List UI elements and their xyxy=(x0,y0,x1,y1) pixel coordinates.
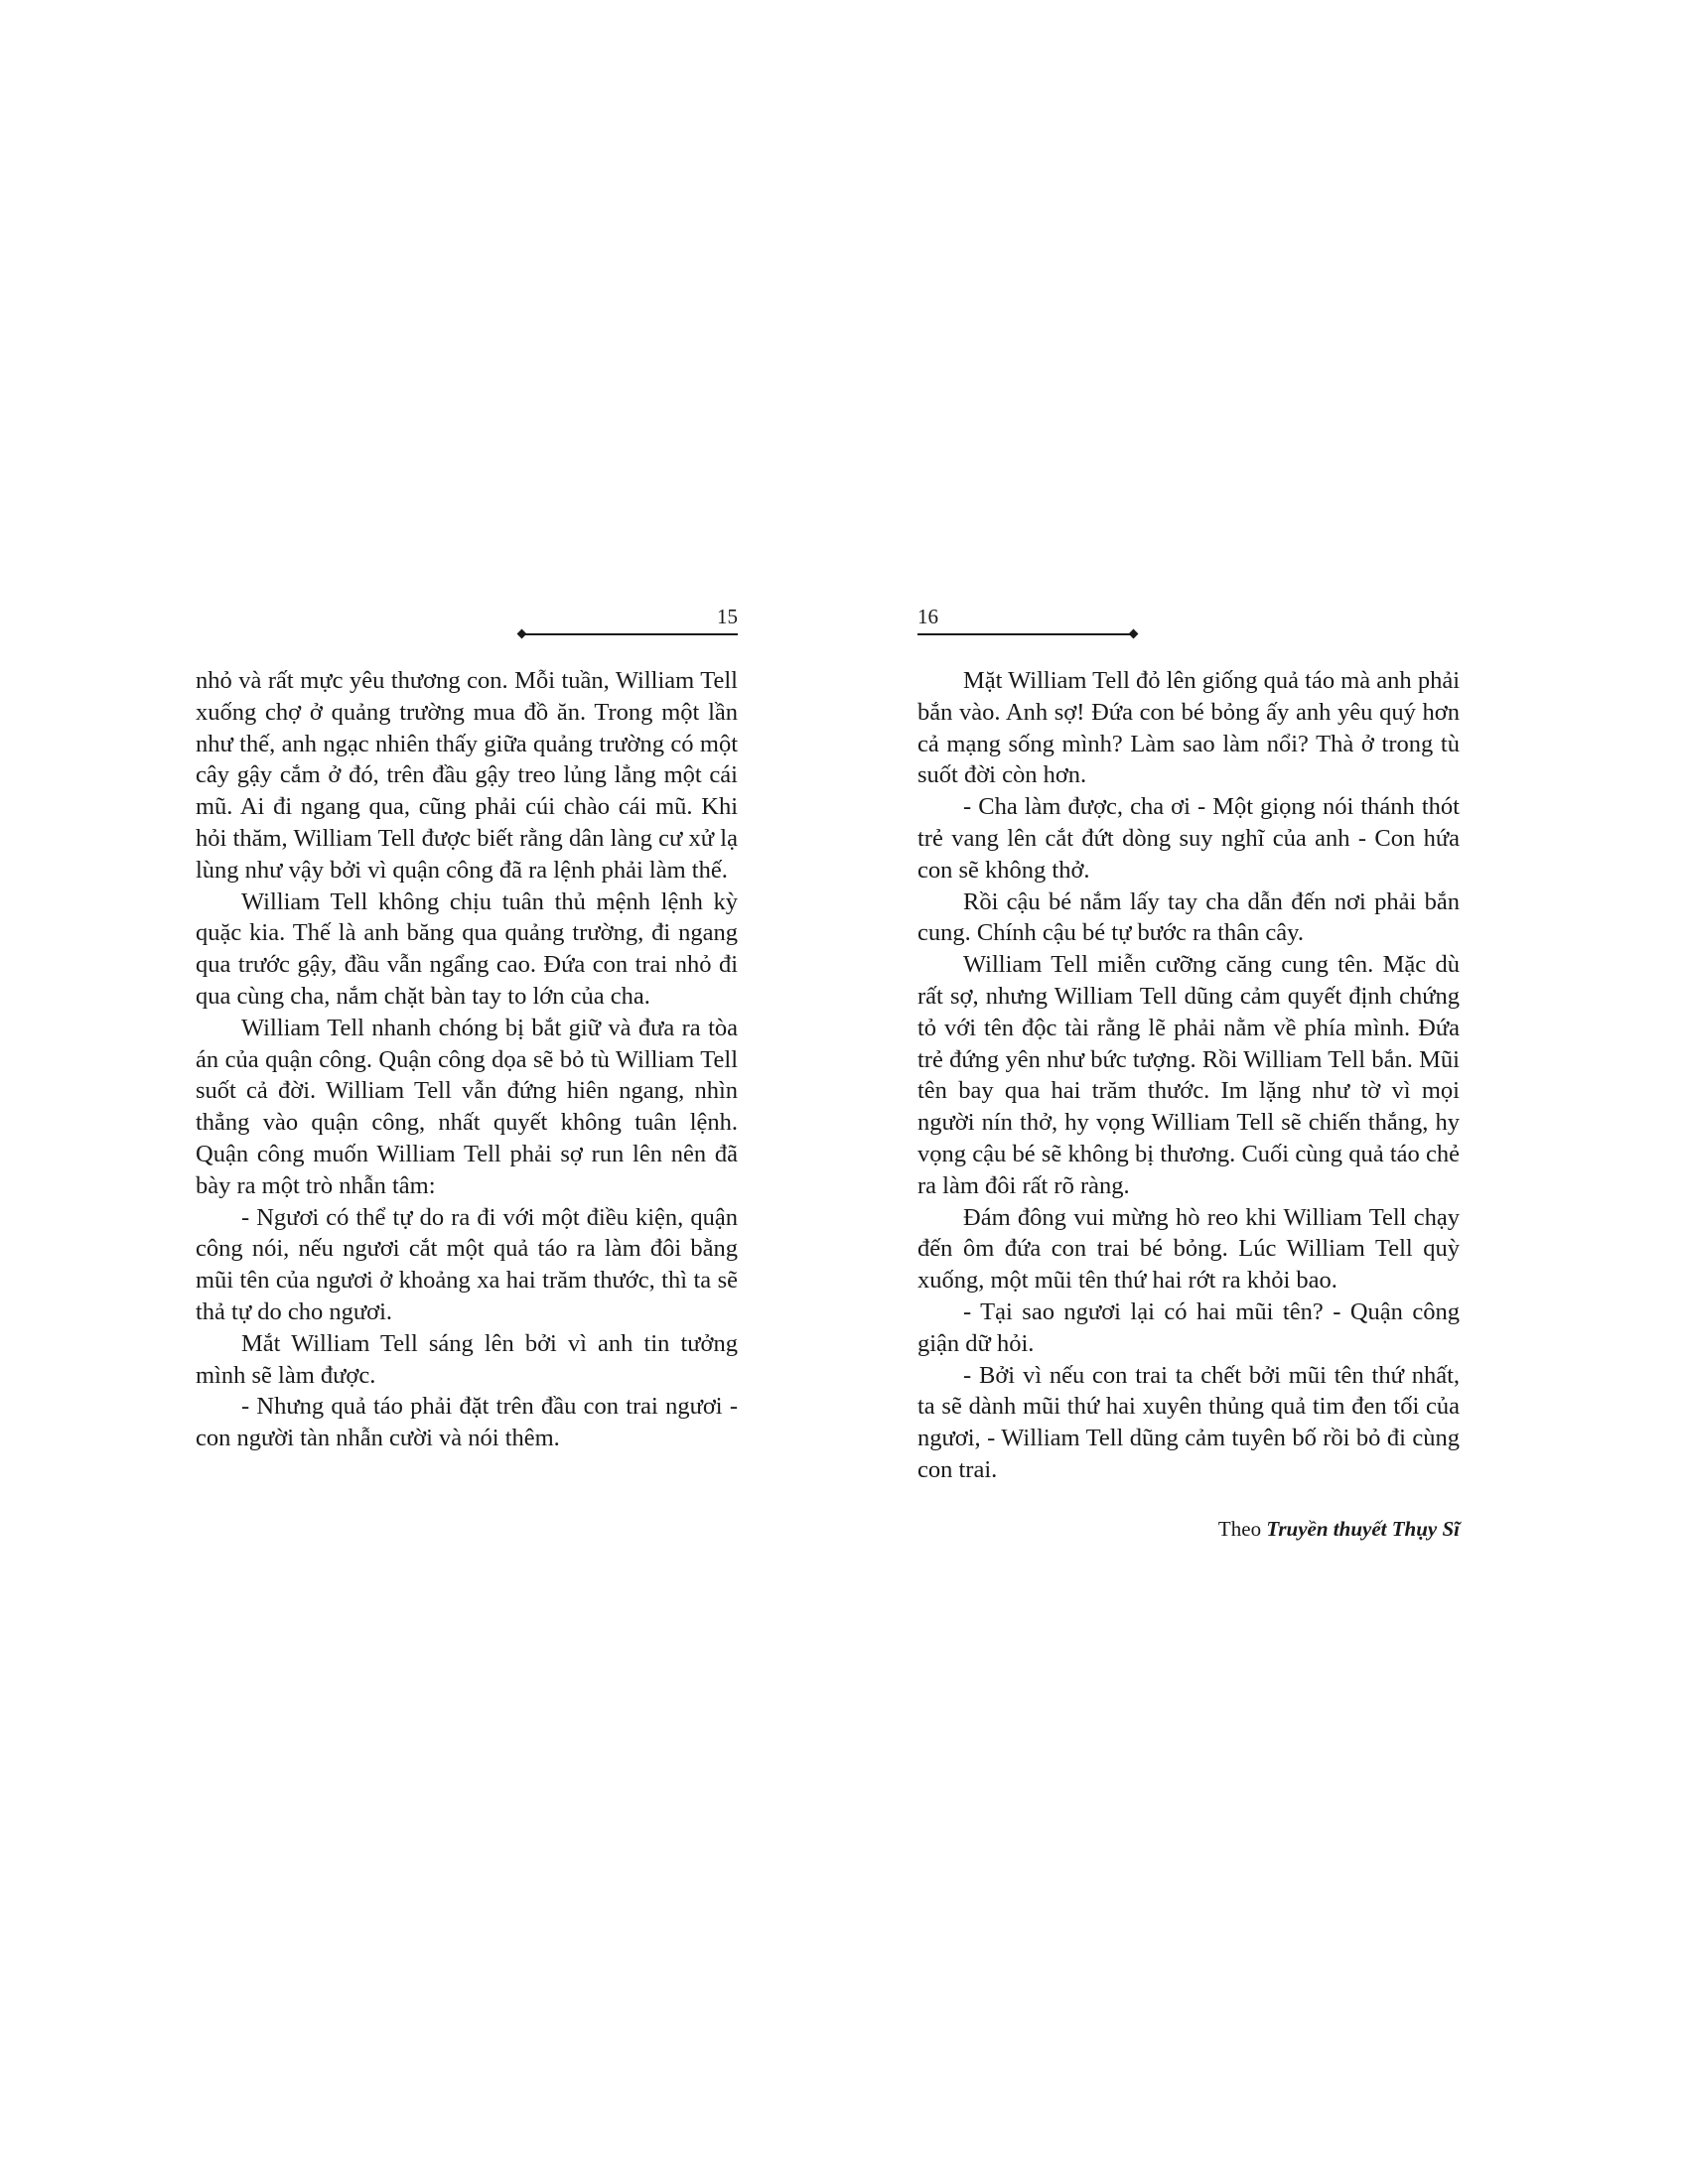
paragraph: Đám đông vui mừng hò reo khi William Tell chạy đến ôm đứa con trai bé bỏng. Lúc William Tell quỳ xuống, một mũi tên thứ hai rớt ra khỏi bao. xyxy=(917,1203,1460,1295)
left-page-body xyxy=(196,665,738,1454)
paragraph: - Cha làm được, cha ơi - Một giọng nói thánh thót trẻ vang lên cắt đứt dòng suy nghĩ của anh - Con hứa con sẽ không thở. xyxy=(917,793,1460,884)
source-attribution xyxy=(917,1515,1460,1543)
paragraph: William Tell nhanh chóng bị bắt giữ và đưa ra tòa án của quận công. Quận công dọa sẽ bỏ tù William Tell suốt cả đời. William Tell vẫn đứng hiên ngang, nhìn thẳng vào quận công, nhất quyết không tuân lệnh. Quận công muốn William Tell phải sợ run lên nên đã bày ra một trò nhẫn tâm: xyxy=(196,1014,738,1199)
paragraph: - Tại sao ngươi lại có hai mũi tên? - Quận công giận dữ hỏi. xyxy=(917,1297,1460,1357)
paragraph: Rồi cậu bé nắm lấy tay cha dẫn đến nơi phải bắn cung. Chính cậu bé tự bước ra thân cây. xyxy=(917,887,1460,947)
right-page-body xyxy=(917,665,1460,1486)
header-rule xyxy=(917,633,1133,635)
right-page-header xyxy=(917,604,1460,645)
paragraph: William Tell không chịu tuân thủ mệnh lệnh kỳ quặc kia. Thế là anh băng qua quảng trường, đi ngang qua trước gậy, đầu vẫn ngẩng cao. Đứa con trai nhỏ đi qua cùng cha, nắm chặt bàn tay to lớn của cha. xyxy=(196,887,738,1010)
paragraph: Mắt William Tell sáng lên bởi vì anh tin tưởng mình sẽ làm được. xyxy=(196,1329,738,1389)
left-page-header xyxy=(196,604,738,645)
paragraph: William Tell miễn cưỡng căng cung tên. Mặc dù rất sợ, nhưng William Tell dũng cảm quyết định chứng tỏ với tên độc tài rằng lẽ phải nằm về phía mình. Đứa trẻ đứng yên như bức tượng. Rồi William Tell bắn. Mũi tên bay qua hai trăm thước. Im lặng như tờ vì mọi người nín thở, hy vọng William Tell sẽ chiến thắng, hy vọng cậu bé sẽ không bị thương. Cuối cùng quả táo chẻ ra làm đôi rất rõ ràng. xyxy=(917,951,1460,1199)
paragraph: nhỏ và rất mực yêu thương con. Mỗi tuần, William Tell xuống chợ ở quảng trường mua đồ ăn. Trong một lần như thế, anh ngạc nhiên thấy giữa quảng trường có một cây gậy cắm ở đó, trên đầu gậy treo lủng lẳng một cái mũ. Ai đi ngang qua, cũng phải cúi chào cái mũ. Khi hỏi thăm, William Tell được biết rằng dân làng cư xử lạ lùng như vậy bởi vì quận công đã ra lệnh phải làm thế. xyxy=(196,667,738,884)
paragraph: - Nhưng quả táo phải đặt trên đầu con trai ngươi - con người tàn nhẫn cười và nói thêm. xyxy=(196,1393,738,1452)
page-number: 16 xyxy=(917,605,938,628)
paragraph: - Ngươi có thể tự do ra đi với một điều kiện, quận công nói, nếu ngươi cắt một quả táo ra làm đôi bằng mũi tên của ngươi ở khoảng xa hai trăm thước, thì ta sẽ thả tự do cho ngươi. xyxy=(196,1203,738,1325)
diamond-ornament-icon xyxy=(1129,629,1139,639)
page-number: 15 xyxy=(717,605,738,628)
paragraph: - Bởi vì nếu con trai ta chết bởi mũi tên thứ nhất, ta sẽ dành mũi thứ hai xuyên thủng quả tim đen tối của ngươi, - William Tell dũng cảm tuyên bố rồi bỏ đi cùng con trai. xyxy=(917,1361,1460,1483)
left-page xyxy=(196,604,738,1454)
attribution-prefix: Theo xyxy=(1217,1516,1262,1541)
paragraph: Mặt William Tell đỏ lên giống quả táo mà anh phải bắn vào. Anh sợ! Đứa con bé bỏng ấy anh yêu quý hơn cả mạng sống mình? Làm sao làm nổi? Thà ở trong tù suốt đời còn hơn. xyxy=(917,667,1460,789)
attribution-source: Truyền thuyết Thụy Sĩ xyxy=(1266,1516,1460,1541)
right-page xyxy=(917,604,1460,1543)
header-rule xyxy=(522,633,738,635)
